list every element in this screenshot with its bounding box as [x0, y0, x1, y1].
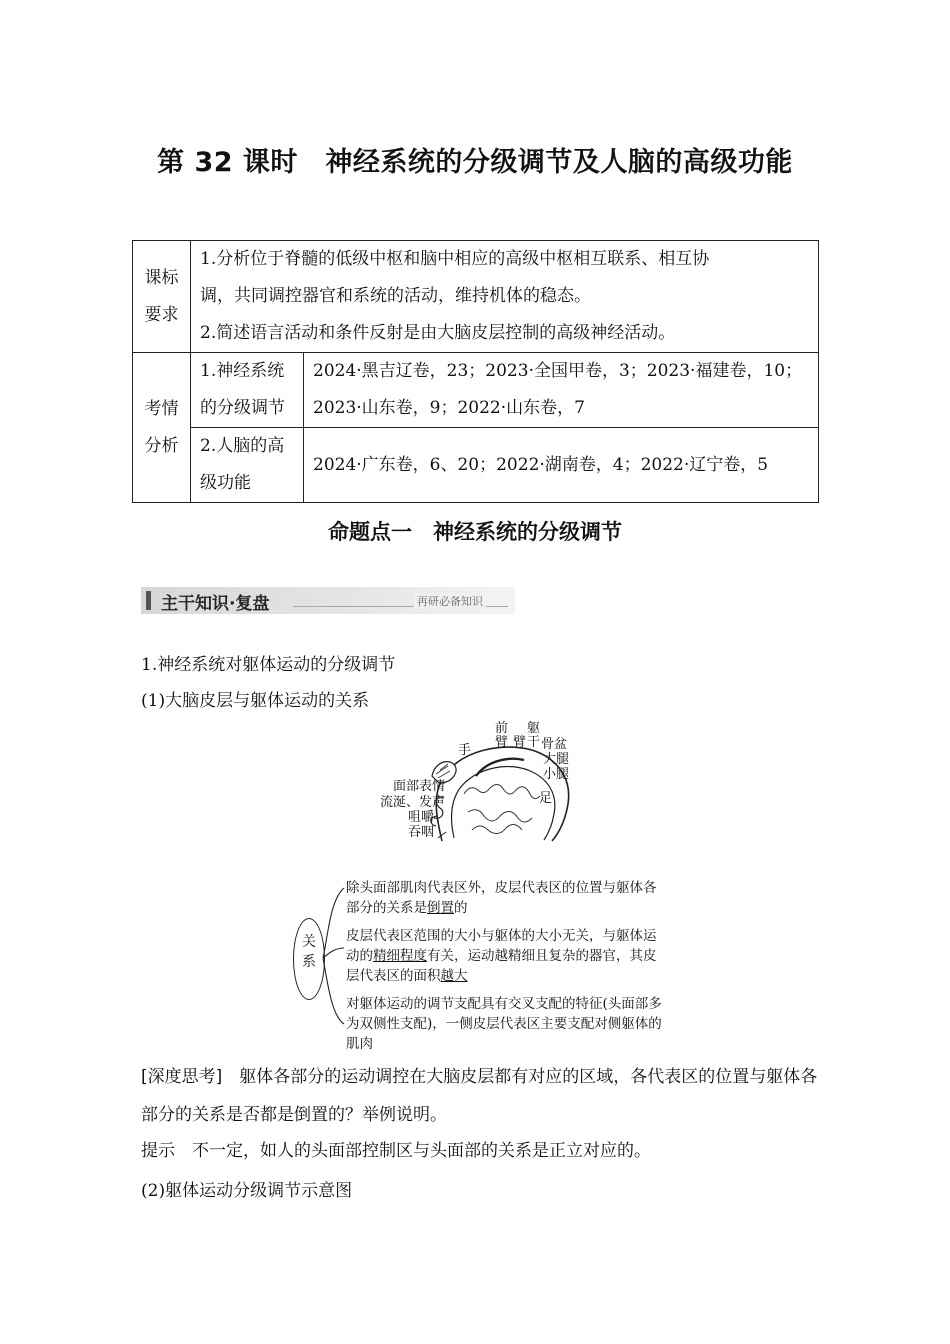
table-cell-value: 2024·广东卷，6、20；2022·湖南卷，4；2022·辽宁卷，5: [304, 428, 819, 503]
hint-label: 提示: [141, 1141, 175, 1161]
deep-thinking: [141, 1058, 821, 1134]
hint-text: 不一定，如人的头面部控制区与头面部的关系是正立对应的。: [175, 1141, 651, 1161]
brain-label: 躯: [527, 721, 541, 736]
brain-label: 干: [527, 735, 541, 750]
table-head-analysis: 考情分析: [133, 353, 191, 503]
table-row: [133, 241, 819, 353]
relation-item: [346, 878, 666, 918]
relation-text: 的: [454, 900, 468, 916]
requirement-line: 1.分析位于脊髓的低级中枢和脑中相应的高级中枢相互联系、相互协: [200, 249, 710, 269]
banner-subtitle: 再研必备知识: [414, 593, 486, 609]
paragraph-subheading: (2)躯体运动分级调节示意图: [141, 1181, 353, 1201]
relation-item: [346, 926, 666, 986]
requirements-cell: [191, 241, 819, 353]
brain-label: 手: [458, 743, 472, 758]
table-head-requirements: 课标要求: [133, 241, 191, 353]
table-row: [133, 428, 819, 503]
requirement-line: 调，共同调控器官和系统的活动，维持机体的稳态。: [200, 286, 591, 306]
table-cell-value: 2024·黑吉辽卷，23；2023·全国甲卷，3；2023·福建卷，10；2023·山东卷，9；2022·山东卷，7: [304, 353, 819, 428]
brain-label: 吞咽: [408, 825, 435, 840]
banner-mark-icon: [146, 591, 151, 610]
table-row: [133, 353, 819, 428]
relation-text: 除头面部肌肉代表区外，皮层代表区的位置与躯体各部分的关系是: [346, 880, 657, 916]
relation-oval-label: 关系: [302, 934, 316, 970]
brain-label: 流涎、发声: [380, 795, 446, 810]
brain-label: 面部表情: [393, 779, 446, 794]
table-sub-head: 1.神经系统的分级调节: [191, 353, 304, 428]
relation-text: 皮层代表区范围的大小与躯体的大小无关，与躯体运动的: [346, 928, 657, 964]
brain-label: 臂: [495, 735, 509, 750]
paragraph-heading: 1.神经系统对躯体运动的分级调节: [141, 655, 396, 675]
relation-item: 对躯体运动的调节支配具有交叉支配的特征(头面部多为双侧性支配)，一侧皮层代表区主要支配对侧躯体的肌肉: [346, 996, 662, 1052]
hint: [141, 1132, 821, 1170]
table-sub-head: 2.人脑的高级功能: [191, 428, 304, 503]
brain-label: 足: [539, 791, 553, 806]
brain-label: 大腿: [543, 752, 570, 767]
requirements-table: [132, 240, 819, 503]
relation-keyword: 越大: [440, 968, 468, 984]
brain-label: 臂: [513, 735, 527, 750]
paragraph-subheading: (1)大脑皮层与躯体运动的关系: [141, 691, 370, 711]
banner-label: 主干知识·复盘: [161, 594, 270, 614]
deep-thinking-text: 躯体各部分的运动调控在大脑皮层都有对应的区域，各代表区的位置与躯体各部分的关系是否都是倒置的？举例说明。: [141, 1067, 818, 1125]
brain-label: 咀嚼: [408, 810, 435, 825]
section-banner: [141, 587, 515, 614]
section-title: 命题点一 神经系统的分级调节: [328, 520, 622, 544]
relation-diagram: [290, 876, 670, 1056]
relation-text: 有关，运动越精细且复杂的器官，其皮层代表区的面积: [346, 948, 657, 984]
requirement-line: 2.简述语言活动和条件反射是由大脑皮层控制的高级神经活动。: [200, 323, 676, 343]
brain-label: 小腿: [543, 767, 570, 782]
deep-thinking-label: [深度思考]: [141, 1067, 223, 1087]
relation-keyword: 精细程度: [373, 948, 427, 964]
brain-label: 前: [495, 721, 509, 736]
page-title: 第 32 课时 神经系统的分级调节及人脑的高级功能: [157, 147, 793, 178]
relation-keyword: 倒置: [427, 900, 454, 916]
brain-label: 骨盆: [541, 737, 568, 752]
